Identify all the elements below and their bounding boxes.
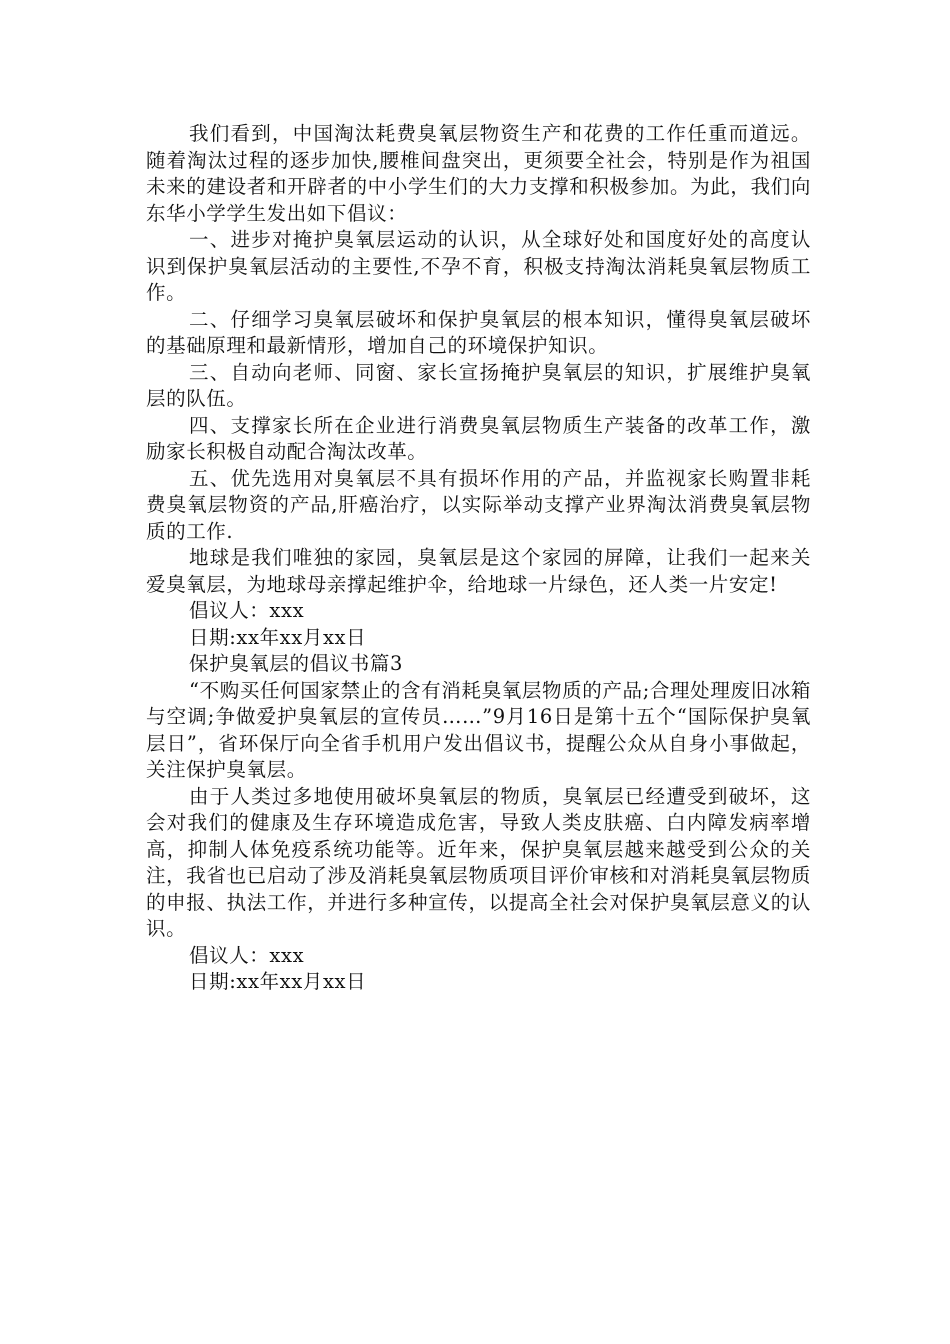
section-heading: 保护臭氧层的倡议书篇3 xyxy=(189,652,404,675)
quote-paragraph: “不购买任何国家禁止的含有消耗臭氧层物质的产品;合理处理废旧冰箱与空调;争做爱护臭氧层的宣传员……”9月16日是第十五个“国际保护臭氧层日”，省环保厅向全省手机用户发出倡议书，提醒公众从自身小事做起，关注保护臭氧层。 xyxy=(146,678,811,781)
date-line: 日期:xx年xx月xx日 xyxy=(189,625,367,649)
proposer-line-2: 倡议人：xxx xyxy=(189,943,305,967)
document-body xyxy=(146,121,811,996)
body-paragraph: 由于人类过多地使用破坏臭氧层的物质，臭氧层已经遭受到破坏，这会对我们的健康及生存环境造成危害，导致人类皮肤癌、白内障发病率增高，抑制人体免疫系统功能等。近年来，保护臭氧层越来越受到公众的关注，我省也已启动了涉及消耗臭氧层物质项目评价审核和对消耗臭氧层物质的申报、执法工作，并进行多种宣传，以提高全社会对保护臭氧层意义的认识。 xyxy=(146,784,811,940)
intro-paragraph: 我们看到，中国淘汰耗费臭氧层物资生产和花费的工作任重而道远。随着淘汰过程的逐步加快,腰椎间盘突出，更须要全社会，特别是作为祖国未来的建设者和开辟者的中小学生们的大力支撑和积极参加。为此，我们向东华小学学生发出如下倡议： xyxy=(146,122,811,225)
proposal-item-5: 五、优先选用对臭氧层不具有损坏作用的产品，并监视家长购置非耗费臭氧层物资的产品,肝癌治疗，以实际举动支撑产业界淘汰消费臭氧层物质的工作. xyxy=(146,466,811,543)
proposal-item-4: 四、支撑家长所在企业进行消费臭氧层物质生产装备的改革工作，激励家长积极自动配合淘汰改革。 xyxy=(146,413,811,463)
proposal-item-1: 一、进步对掩护臭氧层运动的认识，从全球好处和国度好处的高度认识到保护臭氧层活动的主要性,不孕不育，积极支持淘汰消耗臭氧层物质工作。 xyxy=(146,228,811,304)
proposal-item-2: 二、仔细学习臭氧层破坏和保护臭氧层的根本知识，懂得臭氧层破坏的基础原理和最新情形，增加自己的环境保护知识。 xyxy=(146,307,811,357)
date-line-2: 日期:xx年xx月xx日 xyxy=(189,970,367,993)
proposer-line: 倡议人：xxx xyxy=(189,599,305,622)
proposal-item-3: 三、自动向老师、同窗、家长宣扬掩护臭氧层的知识，扩展维护臭氧层的队伍。 xyxy=(146,360,811,410)
closing-paragraph: 地球是我们唯独的家园，臭氧层是这个家园的屏障，让我们一起来关爱臭氧层，为地球母亲撑起维护伞，给地球一片绿色，还人类一片安定! xyxy=(146,546,811,596)
